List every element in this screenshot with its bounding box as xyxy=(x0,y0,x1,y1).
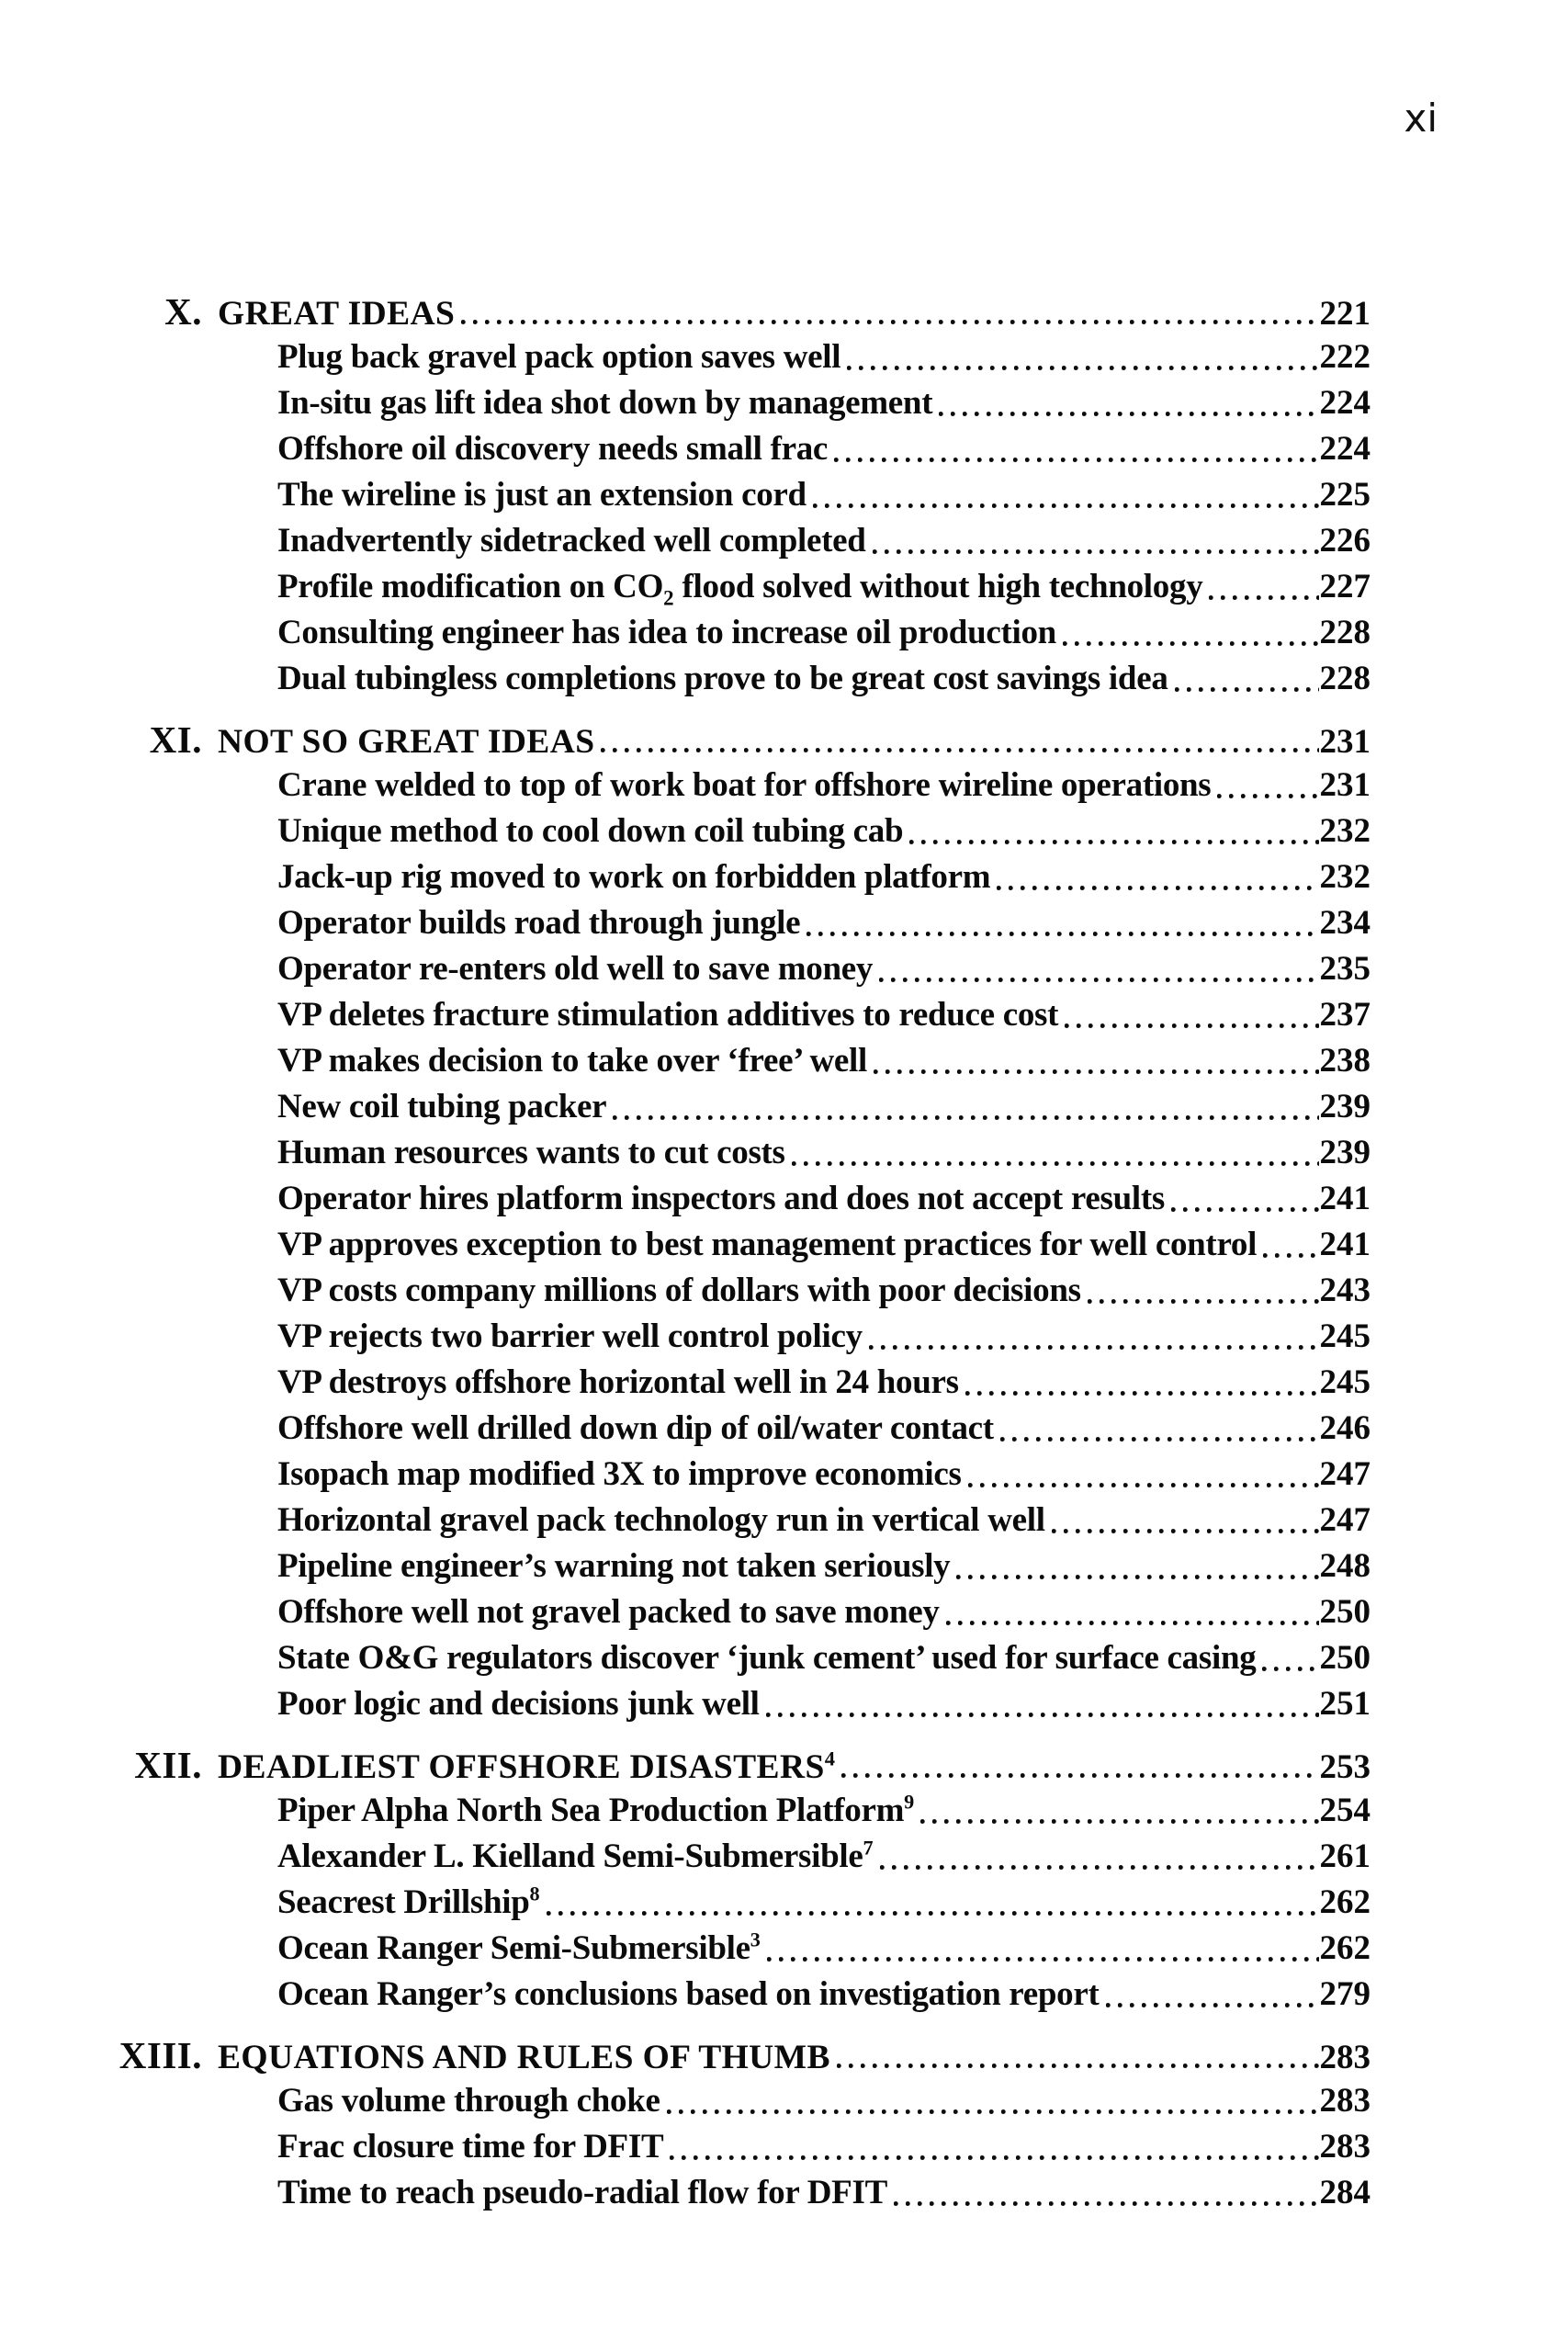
dot-leader xyxy=(1000,1435,1319,1443)
entry-label: Operator re-enters old well to save money xyxy=(277,950,874,988)
entry-label: Horizontal gravel pack technology run in vertical well xyxy=(277,1501,1045,1539)
dot-leader xyxy=(813,502,1319,510)
toc-entry-row xyxy=(0,656,1371,702)
page-number: 245 xyxy=(1319,1363,1371,1401)
section-numeral: XIII. xyxy=(118,2034,202,2076)
toc-section xyxy=(0,1742,1371,2018)
toc-entry-row xyxy=(0,808,1371,854)
page-number: 279 xyxy=(1319,1975,1371,2013)
dot-leader xyxy=(920,1817,1318,1826)
toc-entry-row xyxy=(0,1635,1371,1681)
entry-label: New coil tubing packer xyxy=(277,1088,607,1125)
entry-label: VP destroys offshore horizontal well in 24 hours xyxy=(277,1363,959,1401)
toc-entry-row xyxy=(0,900,1371,946)
entry-label: Ocean Ranger’s conclusions based on investigation report xyxy=(277,1975,1100,2013)
entry-label: VP costs company millions of dollars with poor decisions xyxy=(277,1272,1081,1309)
page-number: 253 xyxy=(1319,1748,1371,1786)
entry-label: The wireline is just an extension cord xyxy=(277,476,807,514)
toc-entry-row xyxy=(0,1544,1371,1589)
dot-leader xyxy=(834,456,1318,464)
toc-entry-row xyxy=(0,1084,1371,1130)
page-number: 221 xyxy=(1319,295,1371,333)
section-numeral: X. xyxy=(164,290,202,333)
toc-entry-row xyxy=(0,2124,1371,2170)
entry-label: Consulting engineer has idea to increase oil production xyxy=(277,614,1056,651)
entry-label: Unique method to cool down coil tubing cab xyxy=(277,812,904,850)
dot-leader xyxy=(847,364,1318,372)
dot-leader xyxy=(1171,1205,1319,1214)
toc-entry-row xyxy=(0,518,1371,564)
toc-entry-row xyxy=(0,1176,1371,1222)
page-number: 232 xyxy=(1319,812,1371,850)
toc-entry-row xyxy=(0,2170,1371,2216)
entry-label: Human resources wants to cut costs xyxy=(277,1134,785,1171)
dot-leader xyxy=(837,2062,1319,2070)
page-number: 283 xyxy=(1319,2128,1371,2165)
dot-leader xyxy=(1262,1665,1318,1673)
dot-leader xyxy=(1052,1527,1319,1535)
page-number: 246 xyxy=(1319,1409,1371,1447)
page-number: 232 xyxy=(1319,858,1371,896)
dot-leader xyxy=(997,884,1318,892)
toc-entry-row xyxy=(0,854,1371,900)
page-number: 239 xyxy=(1319,1134,1371,1171)
dot-leader xyxy=(547,1909,1319,1917)
toc-entry-row xyxy=(0,1038,1371,1084)
dot-leader xyxy=(1263,1251,1318,1260)
dot-leader xyxy=(965,1389,1319,1397)
toc-entry-row xyxy=(0,380,1371,426)
entry-label: Operator hires platform inspectors and does not accept results xyxy=(277,1180,1165,1217)
section-title: GREAT IDEAS xyxy=(218,295,456,333)
page-number: 247 xyxy=(1319,1501,1371,1539)
dot-leader xyxy=(956,1573,1318,1581)
toc-entry-row xyxy=(0,1589,1371,1635)
entry-label: VP rejects two barrier well control policy xyxy=(277,1317,863,1355)
toc-entry-row xyxy=(0,1788,1371,1834)
entry-label: Operator builds road through jungle xyxy=(277,904,801,942)
page-number: 261 xyxy=(1319,1838,1371,1875)
toc-entry-row xyxy=(0,1880,1371,1926)
page-number: 224 xyxy=(1319,430,1371,468)
entry-label: Pipeline engineer’s warning not taken seriously xyxy=(277,1547,951,1585)
section-numeral: XII. xyxy=(134,1744,202,1786)
entry-label: Isopach map modified 3X to improve economics xyxy=(277,1455,962,1493)
page-number: 250 xyxy=(1319,1639,1371,1677)
section-title: NOT SO GREAT IDEAS xyxy=(218,723,595,761)
toc-entry-row xyxy=(0,334,1371,380)
entry-label: Dual tubingless completions prove to be great cost savings idea xyxy=(277,660,1168,697)
page-number: 239 xyxy=(1319,1088,1371,1125)
dot-leader xyxy=(601,746,1318,754)
dot-leader xyxy=(968,1481,1319,1489)
entry-label: Jack-up rig moved to work on forbidden platform xyxy=(277,858,991,896)
page-number: 222 xyxy=(1319,338,1371,376)
page-number: 262 xyxy=(1319,1883,1371,1921)
dot-leader xyxy=(880,1863,1319,1871)
entry-label: Plug back gravel pack option saves well xyxy=(277,338,841,376)
page-number: 248 xyxy=(1319,1547,1371,1585)
entry-label: Crane welded to top of work boat for offshore wireline operations xyxy=(277,766,1212,804)
page-number: 225 xyxy=(1319,476,1371,514)
page-number: 227 xyxy=(1319,568,1371,605)
page-number: 241 xyxy=(1319,1180,1371,1217)
toc-entry-row xyxy=(0,564,1371,610)
page-corner-label: xi xyxy=(1404,96,1438,141)
section-heading-row xyxy=(0,2032,1371,2078)
entry-label: Poor logic and decisions junk well xyxy=(277,1685,760,1723)
dot-leader xyxy=(1106,2001,1319,2009)
entry-label: Offshore oil discovery needs small frac xyxy=(277,430,829,468)
page-number: 231 xyxy=(1319,766,1371,804)
section-heading-row xyxy=(0,288,1371,334)
entry-label: State O&G regulators discover ‘junk cement’ used for surface casing xyxy=(277,1639,1257,1677)
page-number: 243 xyxy=(1319,1272,1371,1309)
page-number: 284 xyxy=(1319,2174,1371,2211)
page-number: 254 xyxy=(1319,1792,1371,1829)
toc-entry-row xyxy=(0,992,1371,1038)
toc-entry-row xyxy=(0,472,1371,518)
toc-entry-row xyxy=(0,1268,1371,1314)
toc-entry-row xyxy=(0,1130,1371,1176)
dot-leader xyxy=(1088,1297,1319,1306)
page-number: 235 xyxy=(1319,950,1371,988)
dot-leader xyxy=(946,1619,1319,1627)
page-number: 234 xyxy=(1319,904,1371,942)
page-number: 241 xyxy=(1319,1226,1371,1263)
toc-section xyxy=(0,288,1371,702)
toc-list xyxy=(0,288,1371,2216)
dot-leader xyxy=(874,1068,1319,1076)
toc-section xyxy=(0,717,1371,1727)
entry-label: Offshore well drilled down dip of oil/water contact xyxy=(277,1409,994,1447)
entry-label: Seacrest Drillship$^8$ xyxy=(277,1882,540,1921)
dot-leader xyxy=(461,318,1318,326)
toc-entry-row xyxy=(0,1452,1371,1498)
page-number: 283 xyxy=(1319,2039,1371,2076)
page-number: 231 xyxy=(1319,723,1371,761)
dot-leader xyxy=(767,1955,1319,1963)
page-number: 228 xyxy=(1319,660,1371,697)
section-heading-row xyxy=(0,717,1371,763)
entry-label: Ocean Ranger Semi-Submersible$^3$ xyxy=(277,1928,761,1967)
toc-entry-row xyxy=(0,1498,1371,1544)
page-number: 226 xyxy=(1319,522,1371,560)
toc-entry-row xyxy=(0,1972,1371,2018)
toc-entry-row xyxy=(0,1926,1371,1972)
entry-label: Time to reach pseudo-radial flow for DFIT xyxy=(277,2174,887,2211)
page-number: 251 xyxy=(1319,1685,1371,1723)
toc-entry-row xyxy=(0,1360,1371,1406)
page-number: 245 xyxy=(1319,1317,1371,1355)
page-number: 237 xyxy=(1319,996,1371,1034)
dot-leader xyxy=(1065,1022,1318,1030)
dot-leader xyxy=(667,2108,1319,2116)
entry-label: VP deletes fracture stimulation additives to reduce cost xyxy=(277,996,1059,1034)
entry-label: Piper Alpha North Sea Production Platform$^9$ xyxy=(277,1790,915,1829)
entry-label: VP makes decision to take over ‘free’ well xyxy=(277,1042,867,1080)
dot-leader xyxy=(1209,594,1318,602)
entry-label: VP approves exception to best management practices for well control xyxy=(277,1226,1258,1263)
section-title: EQUATIONS AND RULES OF THUMB xyxy=(218,2039,830,2076)
entry-label: Alexander L. Kielland Semi-Submersible$^7$ xyxy=(277,1836,874,1875)
page-number: 238 xyxy=(1319,1042,1371,1080)
toc-entry-row xyxy=(0,946,1371,992)
dot-leader xyxy=(1175,685,1319,694)
toc-entry-row xyxy=(0,1222,1371,1268)
dot-leader xyxy=(613,1114,1318,1122)
entry-label: In-situ gas lift idea shot down by management xyxy=(277,384,933,422)
dot-leader xyxy=(1217,792,1318,800)
toc-entry-row xyxy=(0,763,1371,808)
toc-entry-row xyxy=(0,1406,1371,1452)
section-heading-row xyxy=(0,1742,1371,1788)
dot-leader xyxy=(766,1711,1319,1719)
entry-label: Frac closure time for DFIT xyxy=(277,2128,664,2165)
entry-label: Inadvertently sidetracked well completed xyxy=(277,522,866,560)
entry-label: Offshore well not gravel packed to save money xyxy=(277,1593,940,1631)
section-numeral: XI. xyxy=(149,718,202,761)
section-title: DEADLIEST OFFSHORE DISASTERS$^4$ xyxy=(218,1747,835,1786)
page-number: 250 xyxy=(1319,1593,1371,1631)
dot-leader xyxy=(939,410,1318,418)
page-number: 224 xyxy=(1319,384,1371,422)
toc-entry-row xyxy=(0,1834,1371,1880)
dot-leader xyxy=(807,930,1318,938)
dot-leader xyxy=(792,1159,1319,1168)
toc-entry-row xyxy=(0,1681,1371,1727)
dot-leader xyxy=(841,1771,1319,1780)
dot-leader xyxy=(873,548,1319,556)
toc-entry-row xyxy=(0,1314,1371,1360)
dot-leader xyxy=(894,2199,1319,2208)
dot-leader xyxy=(869,1343,1319,1351)
toc-entry-row xyxy=(0,610,1371,656)
dot-leader xyxy=(879,976,1318,984)
dot-leader xyxy=(670,2154,1318,2162)
toc-entry-row xyxy=(0,2078,1371,2124)
dot-leader xyxy=(909,838,1318,846)
toc-section xyxy=(0,2032,1371,2216)
page-number: 283 xyxy=(1319,2082,1371,2120)
page-number: 228 xyxy=(1319,614,1371,651)
toc-entry-row xyxy=(0,426,1371,472)
dot-leader xyxy=(1063,639,1319,648)
page-number: 247 xyxy=(1319,1455,1371,1493)
entry-label: Profile modification on $CO_2$ flood solved without high technology xyxy=(277,568,1203,610)
page-number: 262 xyxy=(1319,1929,1371,1967)
entry-label: Gas volume through choke xyxy=(277,2082,660,2120)
